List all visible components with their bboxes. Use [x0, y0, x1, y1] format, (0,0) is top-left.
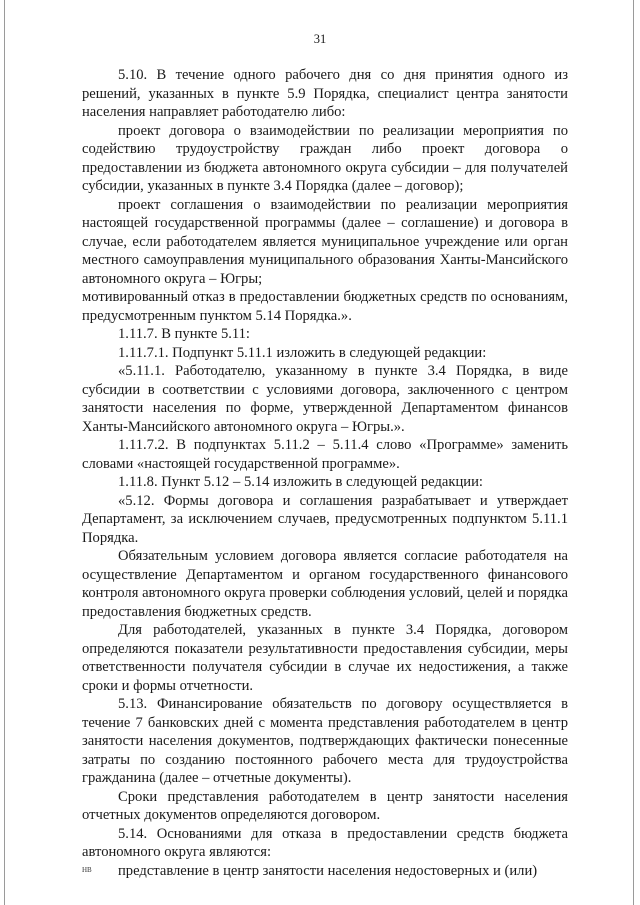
- paragraph: «5.11.1. Работодателю, указанному в пункте 3.4 Порядка, в виде субсидии в соответствии с условиями договора, заключенного с центром занятости населения по форме, утвержденной Департаментом финансов Ханты-Мансийского автономного округа – Югры.».: [82, 363, 568, 435]
- document-body: [82, 66, 568, 880]
- paragraph: мотивированный отказ в предоставлении бюджетных средств по основаниям, предусмотренным пунктом 5.14 Порядка.».: [82, 289, 568, 324]
- footer-mark: НВ: [82, 866, 92, 874]
- paragraph: проект соглашения о взаимодействии по реализации мероприятия настоящей государственной программы (далее – соглашение) и договора в случае, если работодателем является муниципальное учреждение или орган местного самоуправления муниципального образования Ханты-Мансийского автономного округа – Югры;: [82, 196, 568, 287]
- page-number: 31: [313, 32, 327, 46]
- paragraph: представление в центр занятости населения недостоверных и (или): [118, 862, 538, 879]
- paragraph: 5.13. Финансирование обязательств по договору осуществляется в течение 7 банковских дней с момента представления работодателем в центр занятости населения документов, подтверждающих фактически понесенные затраты по созданию постоянного рабочего места для трудоустройства гражданина (далее – отчетные документы).: [82, 696, 568, 786]
- paragraph: проект договора о взаимодействии по реализации мероприятия по содействию трудоустройству граждан либо проект договора о предоставлении из бюджета автономного округа субсидии – для получателей субсидии, указанных в пункте 3.4 Порядка (далее – договор);: [82, 122, 568, 194]
- paragraph: Обязательным условием договора является согласие работодателя на осуществление Департаментом и органом государственного финансового контроля автономного округа проверки соблюдения условий, целей и порядка предоставления бюджетных средств.: [82, 548, 568, 620]
- paragraph: 1.11.7. В пункте 5.11:: [118, 326, 250, 342]
- page-left-edge: [4, 0, 5, 905]
- paragraph: 5.14. Основаниями для отказа в предоставлении средств бюджета автономного округа являются:: [82, 825, 568, 860]
- paragraph: «5.12. Формы договора и соглашения разрабатывает и утверждает Департамент, за исключением случаев, предусмотренных подпунктом 5.11.1 Порядка.: [82, 492, 568, 546]
- paragraph: 1.11.7.1. Подпункт 5.11.1 изложить в следующей редакции:: [118, 344, 487, 361]
- paragraph: 1.11.8. Пункт 5.12 – 5.14 изложить в следующей редакции:: [118, 474, 483, 490]
- page-right-edge: [633, 0, 634, 905]
- paragraph: Для работодателей, указанных в пункте 3.4 Порядка, договором определяются показатели результативности предоставления субсидии, меры ответственности получателя субсидии в случае их недостижения, а также сроки и формы отчетности.: [82, 622, 568, 694]
- paragraph: 1.11.7.2. В подпунктах 5.11.2 – 5.11.4 слово «Программе» заменить словами «настоящей государственной программе».: [82, 437, 568, 472]
- paragraph: 5.10. В течение одного рабочего дня со дня принятия одного из решений, указанных в пункте 5.9 Порядка, специалист центра занятости населения направляет работодателю либо:: [82, 67, 568, 120]
- paragraph: Сроки представления работодателем в центр занятости населения отчетных документов определяются договором.: [82, 788, 568, 823]
